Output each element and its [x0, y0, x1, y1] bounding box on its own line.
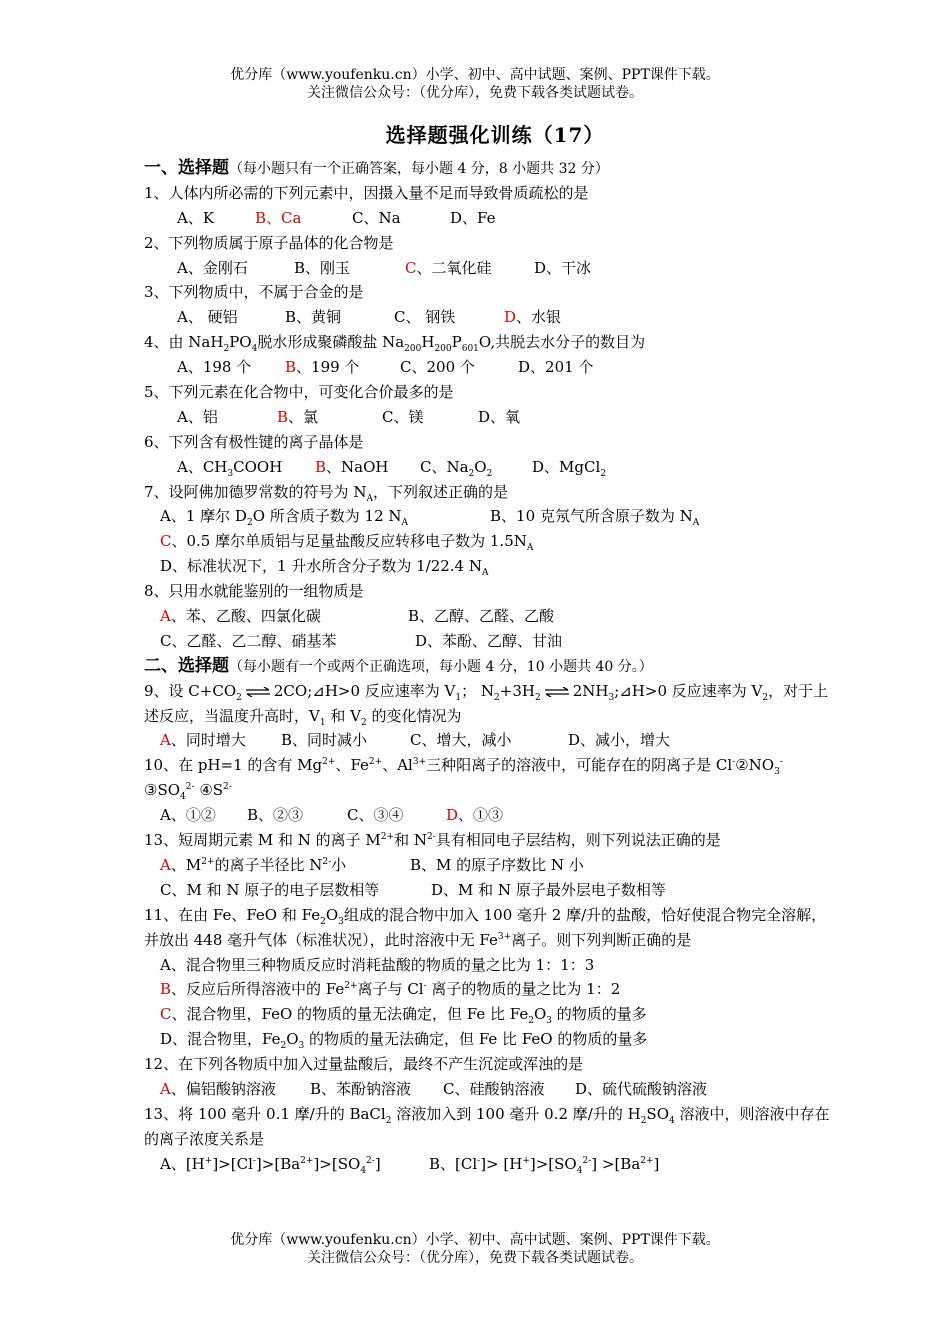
question-7-options-ab — [144, 504, 864, 529]
question-6-options — [144, 455, 864, 480]
option-b: B、199 个 — [285, 358, 360, 377]
question-12-options — [144, 1077, 864, 1102]
option-a: A、$M^{2+}$的离子半径比 $N^{2-}$小 — [160, 855, 347, 874]
option-b: B、10 克氖气所含原子数为 $N_A$ — [490, 507, 700, 529]
footer-line-1: 优分库（www.youfenku.cn）小学、初中、高中试题、案例、PPT课件下载。 — [230, 1232, 720, 1248]
option-d: D、水银 — [504, 308, 562, 327]
option-b: B、Ca — [255, 208, 302, 227]
option-a: A、198 个 — [177, 358, 252, 377]
option-a: A、①② — [160, 806, 216, 825]
page-footer — [0, 1231, 950, 1267]
option-c: C、镁 — [382, 407, 424, 426]
option-a: A、$[H^+]>[Cl^-]>[Ba^{2+}]>[SO_4^{2-}]$ — [160, 1154, 381, 1176]
question-10-stem: 10、在 pH=1 的含有 $Mg^{2+}$、$Fe^{2+}$、$Al^{3+}$三种阳离子的溶液中，可能存在的阴离子是 $Cl^-②NO_3^-$ — [144, 756, 783, 778]
question-7-stem: 7、设阿佛加德罗常数的符号为 $N_A$，下列叙述正确的是 — [144, 482, 508, 504]
option-d: D、混合物里，$Fe_2O_3$ 的物质的量无法确定，但 Fe 比 FeO 的物质的量多 — [160, 1030, 648, 1052]
option-d: D、硫代硫酸钠溶液 — [575, 1079, 708, 1098]
option-b: B、同时减小 — [281, 731, 368, 750]
option-d: D、①③ — [446, 806, 504, 825]
section-1-heading: 一、选择题（每小题只有一个正确答案，每小题 4 分，8 小题共 32 分） — [144, 158, 609, 178]
question-1-stem: 1、人体内所必需的下列元素中，因摄入量不足而导致骨质疏松的是 — [144, 183, 589, 202]
option-b: B、$[Cl^-]> [H^+]>[SO_4^{2-}] >[Ba^{2+}]$ — [429, 1154, 660, 1176]
option-c: C、M 和 N 原子的电子层数相等 — [160, 880, 380, 899]
question-13b-stem: 13、将 100 毫升 0.1 摩/升的 BaCl$_2$ 溶液加入到 100 毫升 0.2 摩/升的 $H_2SO_4$ 溶液中，则溶液中存在 — [144, 1104, 830, 1126]
option-c: C、二氧化硅 — [405, 258, 492, 277]
question-6-stem: 6、下列含有极性键的离子晶体是 — [144, 432, 364, 451]
option-b: B、反应后所得溶液中的 $Fe^{2+}$离子与 Cl- 离子的物质的量之比为 1：2 — [160, 980, 621, 999]
question-11-option-a — [144, 953, 864, 978]
question-list — [144, 156, 864, 1177]
question-11-stem-cont: 并放出 448 毫升气体（标准状况），此时溶液中无 $Fe^{3+}$离子。则下列判断正确的是 — [144, 930, 692, 949]
option-b: B、黄铜 — [285, 308, 342, 327]
question-13a-options-cd — [144, 878, 864, 903]
option-c: C、Na — [352, 208, 401, 227]
option-a: A、铝 — [177, 407, 218, 426]
option-b: B、乙醇、乙醛、乙酸 — [408, 607, 555, 626]
option-b: B、刚玉 — [294, 258, 351, 277]
question-3-options — [144, 305, 864, 330]
option-c: C、增大，减小 — [410, 731, 512, 750]
question-13a-options-ab — [144, 853, 864, 878]
header-line-2: 关注微信公众号：（优分库），免费下载各类试题试卷。 — [307, 85, 643, 101]
question-13b-stem-cont: 的离子浓度关系是 — [144, 1129, 265, 1148]
question-10-stem-cont: $③SO_4^{2-}$ $④S^{2-}$ — [144, 781, 232, 803]
footer-line-2: 关注微信公众号：（优分库），免费下载各类试题试卷。 — [307, 1250, 643, 1266]
option-d: D、M 和 N 原子最外层电子数相等 — [431, 880, 666, 899]
page-title: 选择题强化训练（17） — [385, 123, 605, 147]
question-5-stem: 5、下列元素在化合物中，可变化合价最多的是 — [144, 383, 454, 402]
question-11-option-c — [144, 1002, 864, 1027]
question-7-option-d — [144, 554, 864, 579]
option-d: D、MgCl$_2$ — [532, 457, 606, 479]
question-9-stem: 9、设 $C+CO_2$ 2CO;⊿H>0 反应速率为 $V_1$； $N_2+3H_2$ $2NH_3;⊿H>0$ 反应速率为 $V_2$，对于上 — [144, 681, 829, 703]
page-header — [0, 66, 950, 102]
option-a: A、金刚石 — [177, 258, 248, 277]
option-a: A、 硬铝 — [177, 308, 238, 327]
question-12-stem: 12、在下列各物质中加入过量盐酸后，最终不产生沉淀或浑浊的是 — [144, 1055, 584, 1074]
option-a: A、苯、乙酸、四氯化碳 — [160, 607, 321, 626]
question-3-stem: 3、下列物质中，不属于合金的是 — [144, 283, 364, 302]
option-c: C、硅酸钠溶液 — [443, 1079, 545, 1098]
option-c: C、混合物里，FeO 的物质的量无法确定，但 Fe 比 $Fe_2O_3$ 的物质的量多 — [160, 1005, 647, 1027]
question-5-options — [144, 405, 864, 430]
option-d: D、减小，增大 — [568, 731, 671, 750]
question-8-stem: 8、只用水就能鉴别的一组物质是 — [144, 582, 364, 601]
question-11-option-d — [144, 1027, 864, 1052]
option-d: D、干冰 — [534, 258, 592, 277]
option-c: C、③④ — [347, 806, 404, 825]
option-c: C、200 个 — [400, 358, 475, 377]
question-9-stem-cont: 述反应，当温度升高时，$V_1$ 和 $V_2$ 的变化情况为 — [144, 706, 462, 728]
question-4-options — [144, 355, 864, 380]
option-a: A、同时增大 — [160, 731, 246, 750]
question-7-option-c — [144, 529, 864, 554]
question-13a-stem: 13、短周期元素 M 和 N 的离子 $M^{2+}$和 $N^{2-}$具有相同电子层结构，则下列说法正确的是 — [144, 831, 721, 850]
question-10-options — [144, 803, 864, 828]
option-b: B、②③ — [247, 806, 304, 825]
question-2-stem: 2、下列物质属于原子晶体的化合物是 — [144, 233, 394, 252]
question-13b-options — [144, 1152, 864, 1177]
option-d: D、苯酚、乙醇、甘油 — [415, 631, 563, 650]
header-line-1: 优分库（www.youfenku.cn）小学、初中、高中试题、案例、PPT课件下载。 — [230, 67, 720, 83]
option-a: A、K — [177, 208, 215, 227]
option-b: B、苯酚钠溶液 — [310, 1079, 412, 1098]
equilibrium-arrow-icon — [245, 687, 271, 697]
question-11-stem: 11、在由 Fe、FeO 和 $Fe_2O_3$组成的混合物中加入 100 毫升 2 摩/升的盐酸，恰好使混合物完全溶解， — [144, 905, 827, 927]
question-8-options-cd — [144, 629, 864, 654]
option-d: D、201 个 — [518, 358, 594, 377]
option-a: A、$CH_3COOH$ — [177, 457, 283, 479]
question-4-stem: 4、由 $NaH_2PO_4$脱水形成聚磷酸盐 $Na_{200}H_{200}P_{601}O$,共脱去水分子的数目为 — [144, 333, 646, 355]
question-9-options — [144, 728, 864, 753]
option-d: D、Fe — [450, 208, 496, 227]
option-d: D、标准状况下，1 升水所含分子数为 1/22.4 $N_A$ — [160, 557, 489, 579]
question-11-option-b — [144, 977, 864, 1002]
option-a: A、偏铝酸钠溶液 — [160, 1079, 276, 1098]
option-c: C、 钢铁 — [394, 308, 456, 327]
option-b: B、氯 — [277, 407, 319, 426]
option-a: A、混合物里三种物质反应时消耗盐酸的物质的量之比为 1：1：3 — [160, 955, 595, 974]
question-2-options — [144, 256, 864, 281]
question-8-options-ab — [144, 604, 864, 629]
section-2-heading: 二、选择题（每小题有一个或两个正确选项，每小题 4 分，10 小题共 40 分。） — [144, 655, 653, 676]
question-1-options — [144, 206, 864, 231]
option-c: C、乙醛、乙二醇、硝基苯 — [160, 631, 337, 650]
option-b: B、NaOH — [315, 457, 389, 476]
option-a: A、1 摩尔 $D_2O$ 所含质子数为 12 $N_A$ — [160, 507, 409, 529]
option-b: B、M 的原子序数比 N 小 — [410, 855, 584, 874]
option-c: C、$Na_2O_2$ — [420, 457, 493, 479]
equilibrium-arrow-icon — [544, 687, 570, 697]
option-c: C、0.5 摩尔单质铝与足量盐酸反应转移电子数为 $1.5N_A$ — [160, 532, 534, 554]
option-d: D、氧 — [478, 407, 521, 426]
